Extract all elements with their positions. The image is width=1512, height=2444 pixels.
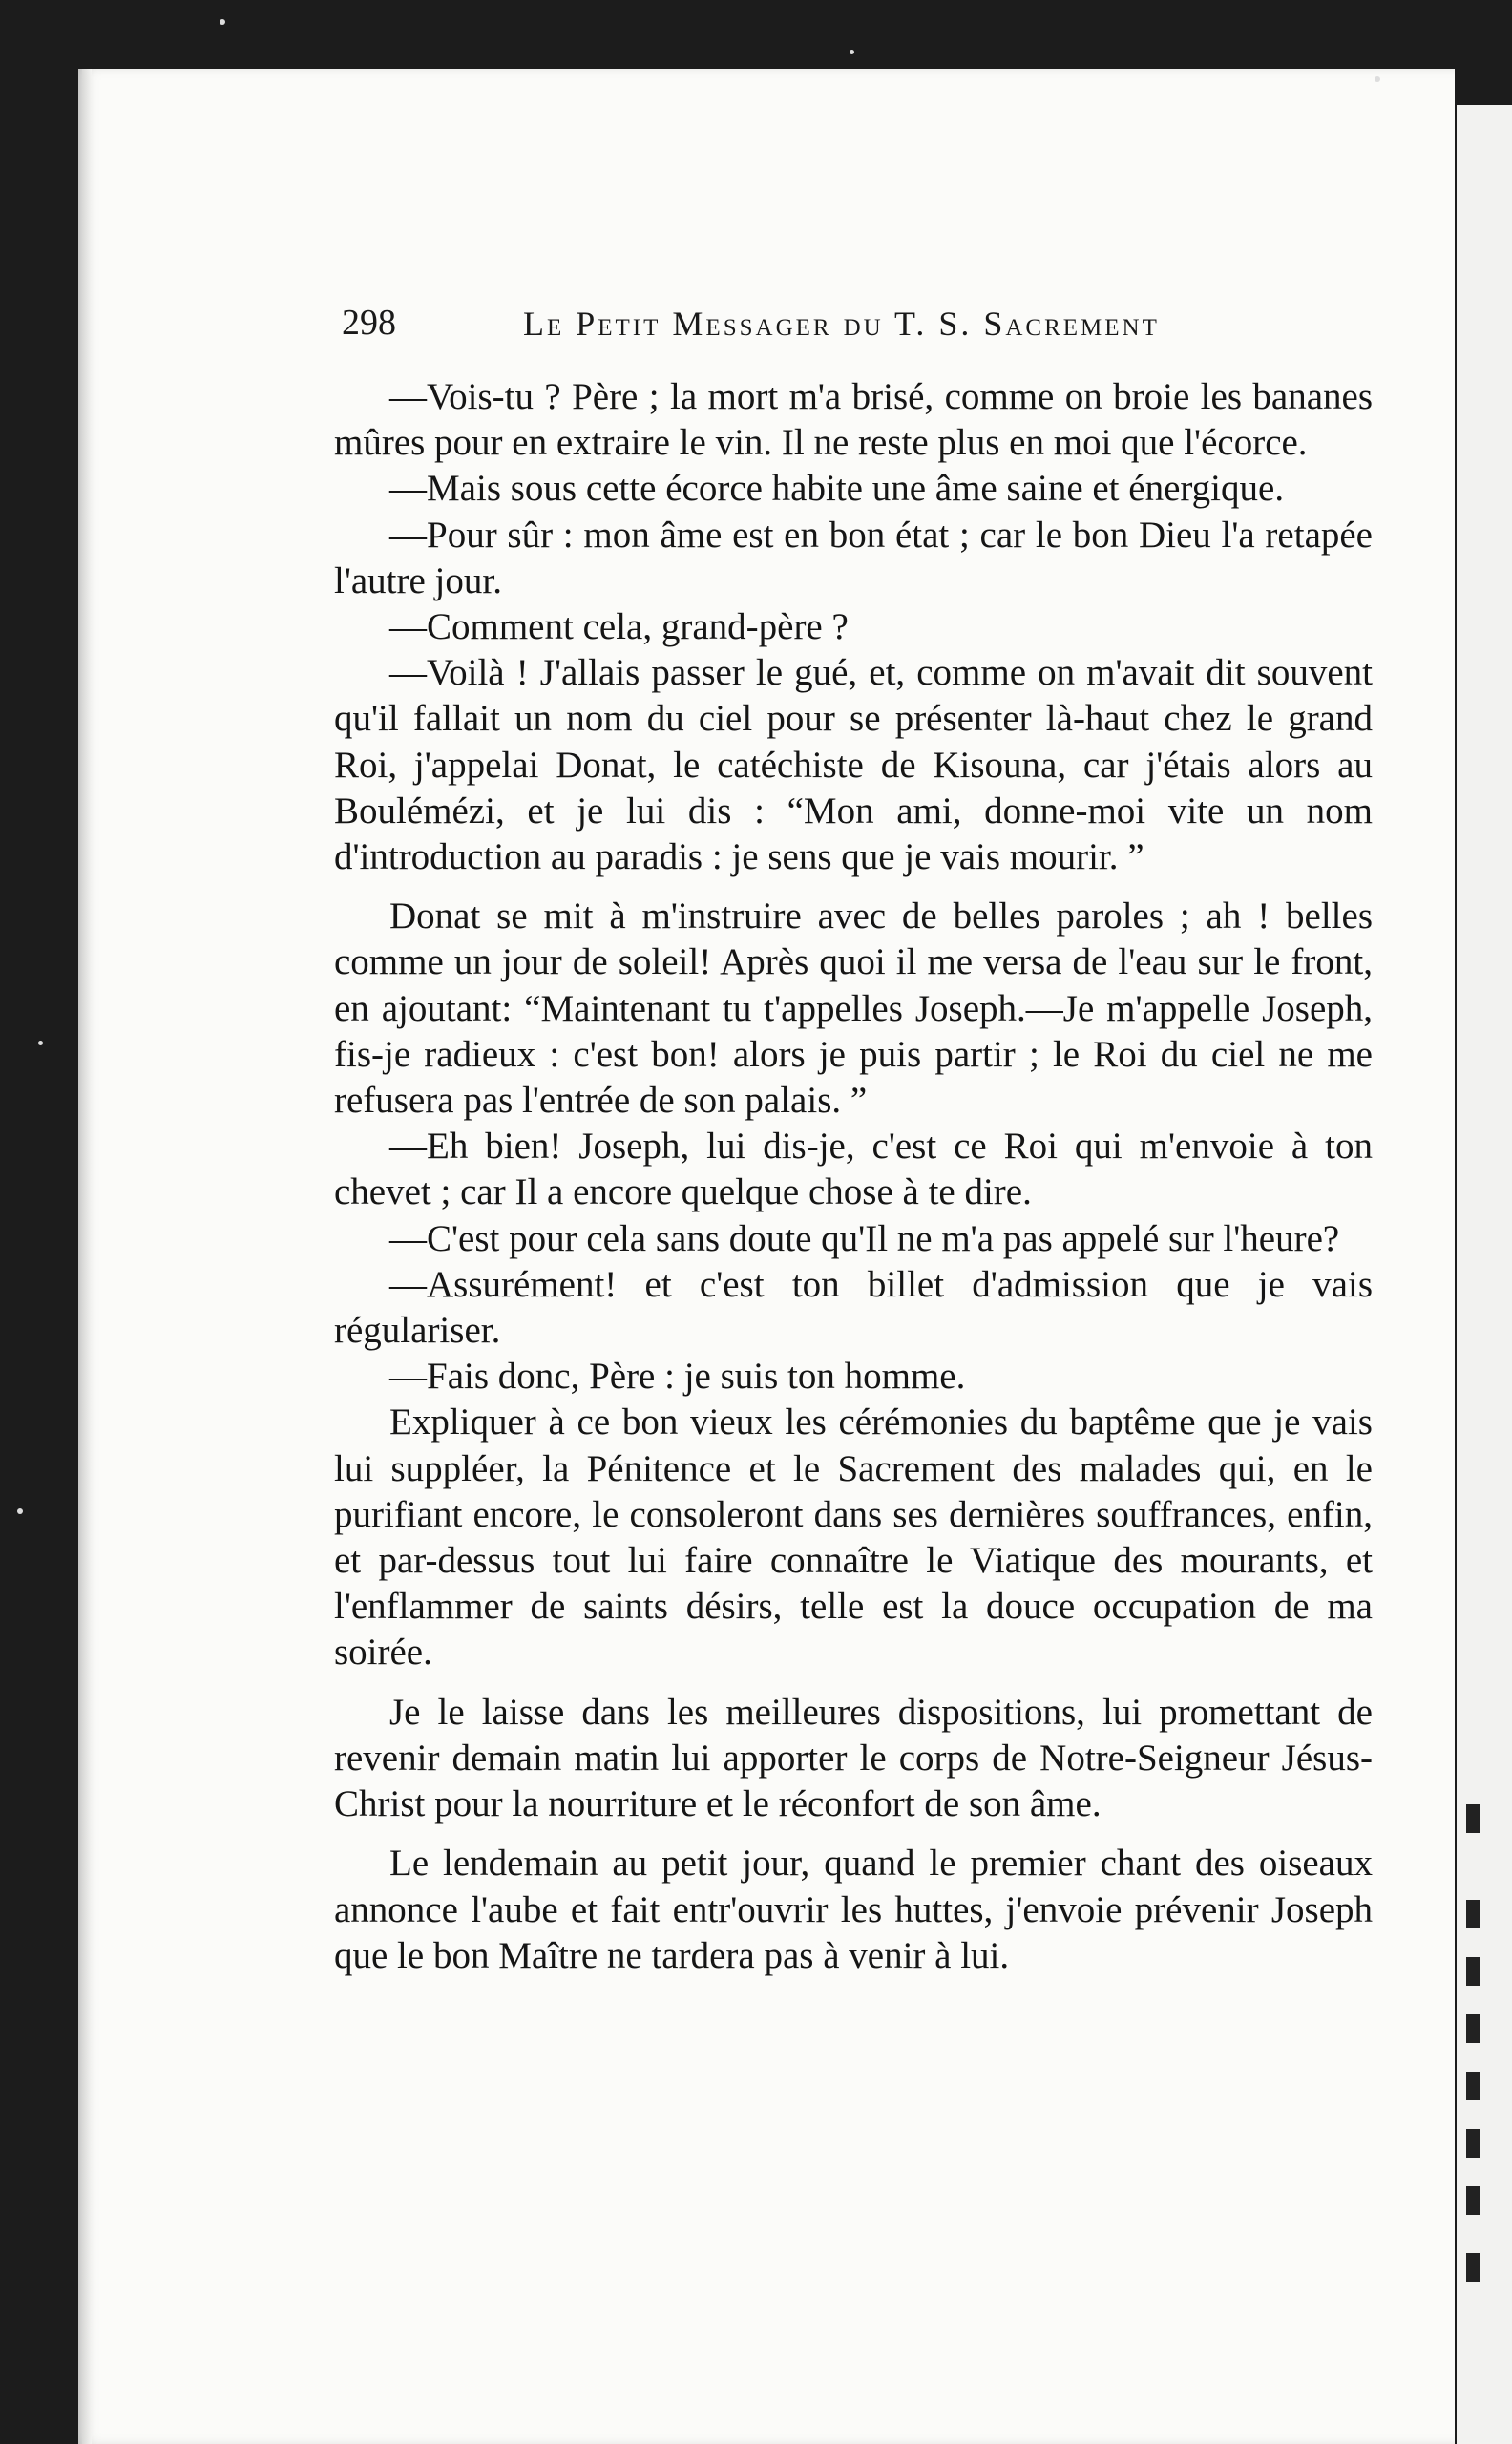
paragraph: —Comment cela, grand-père ? [389, 606, 849, 648]
adjacent-page-letter-fragment [1466, 2186, 1480, 2215]
adjacent-page-letter-fragment [1466, 2253, 1480, 2282]
adjacent-page-letter-fragment [1466, 2014, 1480, 2043]
adjacent-page-letter-fragment [1466, 1957, 1480, 1986]
paragraph: Je le laisse dans les meilleures dispositions, lui promettant de revenir demain matin lui apporter le corps de Notre-Seigneur Jésus-Christ pour la nourriture et le réconfort de son âme. [334, 1691, 1373, 1825]
page-gutter-edge [82, 69, 92, 2444]
page-number: 298 [342, 303, 396, 343]
running-title: Le Petit Messager du T. S. Sacrement [523, 305, 1160, 343]
dust-speck [38, 1041, 43, 1045]
dust-speck [850, 50, 854, 54]
dust-speck [17, 1508, 23, 1514]
paragraph: —Fais donc, Père : je suis ton homme. [389, 1356, 966, 1398]
paragraph: —Mais sous cette écorce habite une âme saine et énergique. [389, 468, 1285, 510]
paragraph: —Assurément! et c'est ton billet d'admission que je vais régulariser. [334, 1263, 1373, 1352]
adjacent-page-letter-fragment [1466, 2129, 1480, 2158]
paragraph: Donat se mit à m'instruire avec de belles paroles ; ah ! belles comme un jour de soleil! Après quoi il me versa de l'eau sur le front, en ajoutant: “Maintenant tu t'appelles Joseph.—Je m'appelle Joseph, fis-je radieux : c'est bon! alors je puis partir ; le Roi du ciel ne me refusera pas l'entrée de son palais. ” [334, 895, 1373, 1122]
page-header [342, 298, 1382, 355]
adjacent-page-letter-fragment [1466, 1900, 1480, 1928]
paragraph: Expliquer à ce bon vieux les cérémonies du baptême que je vais lui suppléer, la Pénitence et le Sacrement des malades qui, en le purifiant encore, le consoleront dans ses dernières souffrances, enfin, et par-dessus tout lui faire connaître le Viatique des mourants, et l'enflammer de saints désirs, telle est la douce occupation de ma soirée. [334, 1401, 1373, 1674]
dust-speck [1375, 76, 1380, 82]
dust-speck [220, 19, 225, 25]
article-body [334, 374, 1373, 2169]
paragraph: —Vois-tu ? Père ; la mort m'a brisé, comme on broie les bananes mûres pour en extraire le vin. Il ne reste plus en moi que l'écorce. [334, 376, 1373, 464]
adjacent-page-letter-fragment [1466, 1804, 1480, 1833]
paragraph: —Pour sûr : mon âme est en bon état ; car le bon Dieu l'a retapée l'autre jour. [334, 514, 1373, 601]
paragraph: —Eh bien! Joseph, lui dis-je, c'est ce Roi qui m'envoie à ton chevet ; car Il a encore quelque chose à te dire. [334, 1126, 1373, 1213]
paragraph: —C'est pour cela sans doute qu'Il ne m'a pas appelé sur l'heure? [389, 1217, 1340, 1259]
adjacent-page-letter-fragment [1466, 2072, 1480, 2100]
paragraph: Le lendemain au petit jour, quand le premier chant des oiseaux annonce l'aube et fait entr'ouvrir les huttes, j'envoie prévenir Joseph que le bon Maître ne tardera pas à venir à lui. [334, 1843, 1373, 1976]
adjacent-page-edge [1457, 105, 1512, 2444]
paragraph: —Voilà ! J'allais passer le gué, et, comme on m'avait dit souvent qu'il fallait un nom du ciel pour se présenter là-haut chez le grand Roi, j'appelai Donat, le catéchiste de Kisouna, car j'étais alors au Boulémézi, et je lui dis : “Mon ami, donne-moi vite un nom d'introduction au paradis : je sens que je vais mourir. ” [334, 652, 1373, 878]
